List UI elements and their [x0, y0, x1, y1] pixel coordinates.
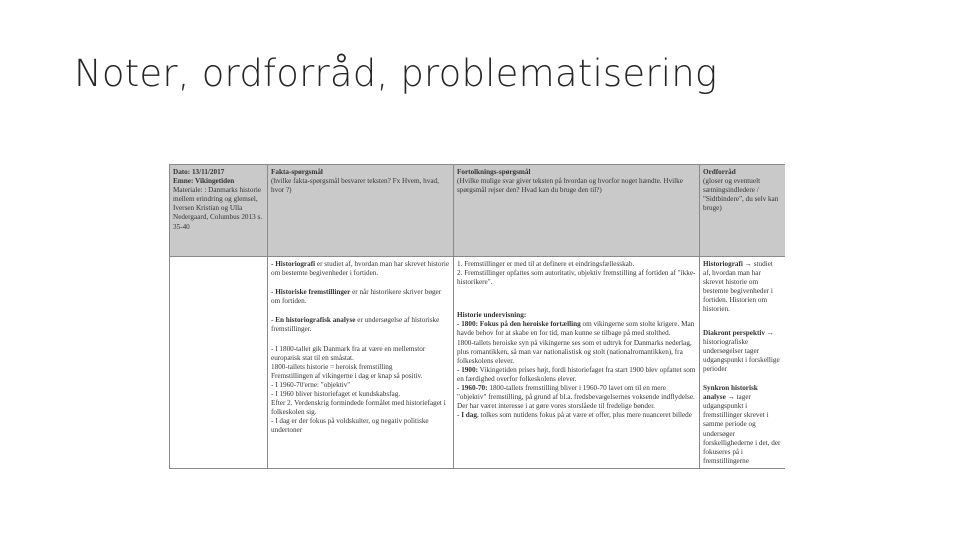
header-cell-vocabulary [700, 165, 786, 257]
body-cell-fact-notes [268, 257, 454, 469]
header-fact-heading: Fakta-spørgsmål [271, 168, 323, 176]
body-cell-interpretation-notes [454, 257, 700, 469]
header-interpretation-text: (Hvilke mulige svar giver teksten på hvordan og hvorfor noget hændte. Hvilke spørgsmål rejser den? Hvad kan du bruge den til?) [457, 177, 683, 195]
table-header-row [170, 165, 786, 257]
fact-note: - Historiske fremstillinger er når historikere skriver bøger om fortiden. [271, 288, 442, 306]
body-cell-empty [170, 257, 268, 469]
fact-note: - I 1800-tallet gik Danmark fra at være en mellemstor europæisk stat til en småstat. 1800-tallets historie = heroisk fremstilling Fremstillingen af vikingerne i dag er knap så positiv. - I 1960-70'erne: "objektiv" - I 1960 bliver historiefaget et kundskabsfag. Efter 2. Verdenskrig formindede formålet med historiefaget i folkeskolen sig. - I dag er der fokus på voldskulter, og negativ politiske undertoner [271, 344, 446, 435]
body-cell-vocabulary-notes [700, 257, 786, 469]
teaching-heading: Historie undervisning: [457, 311, 527, 320]
slide-title: Noter, ordforråd, problematisering [74, 52, 718, 95]
table-body-row [170, 257, 786, 469]
header-interpretation-heading: Fortolknings-spørgsmål [457, 168, 531, 176]
header-vocabulary-text: (gloser og eventuelt sætningsindledere / "Sidtbindere", du selv kan bruge) [703, 177, 779, 213]
vocabulary-note: Diakront perspektiv → historiografiske undersøgelser tager udgangspunkt i forskellige perioder [703, 328, 780, 373]
teaching-note: - I dag, tolkes som nutidens fokus på at være et offer, plus mere nuanceret billede [457, 411, 692, 420]
header-subject: Emne: Vikingetiden [173, 177, 235, 186]
vocabulary-note: Historiografi → studiet af, hvordan man har skrevet historie om bestemte begivenheder i fortiden. Historien om historien. [703, 260, 773, 314]
notes-document-image [169, 164, 785, 486]
fact-note: - Historiografi er studiet af, hvordan man har skrevet historie om bestemte begivenheder i fortiden. [271, 260, 450, 278]
vocabulary-note: Synkron historisk analyse → tager udgangspunkt i fremstillinger skrevet i samme periode og undersøger forskellighederne i det, der fokuseres på i fremstillingerne [703, 384, 781, 465]
teaching-note: - 1900: Vikingetiden prises højt, fordi historiefaget fra start 1900 blev opfattet som en færdighed overfor folkeskolens elever. [457, 365, 696, 383]
header-material: Materiale: : Danmarks historie mellem erindring og glemsel, Iversen Kristian og Ulla Nedergaard, Columbus 2013 s. 35-40 [173, 186, 263, 231]
header-vocabulary-heading: Ordforråd [703, 168, 736, 176]
teaching-note: - 1800: Fokus på den heroiske fortælling om vikingerne som stolte krigere. Man havde behov for at skabe en for tid, man kunne se tilbage på med stolthed. 1800-tallets heroiske syn på vikingerne ses som et udtryk for Danmarks nederlag, plus romantikken, så man var nationalistisk og stolt (nationalromantikken), fra folkeskolens elever. [457, 320, 695, 365]
header-cell-fact-questions [268, 165, 454, 257]
interpretation-intro: 1. Fremstillinger er med til at definere et eindringsfællesskab. 2. Fremstillinger opfattes som autoritativ, objektiv fremstilling af fortiden af "ikke-historikere". [457, 260, 696, 287]
header-cell-interpretation-questions [454, 165, 700, 257]
header-fact-text: (hvilke fakta-spørgsmål besvarer teksten? Fx Hvem, hvad, hvor ?) [271, 177, 439, 195]
teaching-section [457, 311, 696, 420]
fact-note: - En historiografisk analyse er undersøgelse af historiske fremstillinger. [271, 316, 440, 334]
notes-table [169, 164, 785, 469]
teaching-note: - 1960-70: 1800-tallets fremstilling bliver i 1960-70 lavet om til en mere "objektiv" fremstilling, på grund af bl.a. fredsbevægelsernes voksende indflydelse. Der har været interesse i at gøre vores storslåede til fredelige bønder. [457, 384, 695, 411]
header-date: Dato: 13/11/2017 [173, 168, 225, 176]
header-cell-topic [170, 165, 268, 257]
